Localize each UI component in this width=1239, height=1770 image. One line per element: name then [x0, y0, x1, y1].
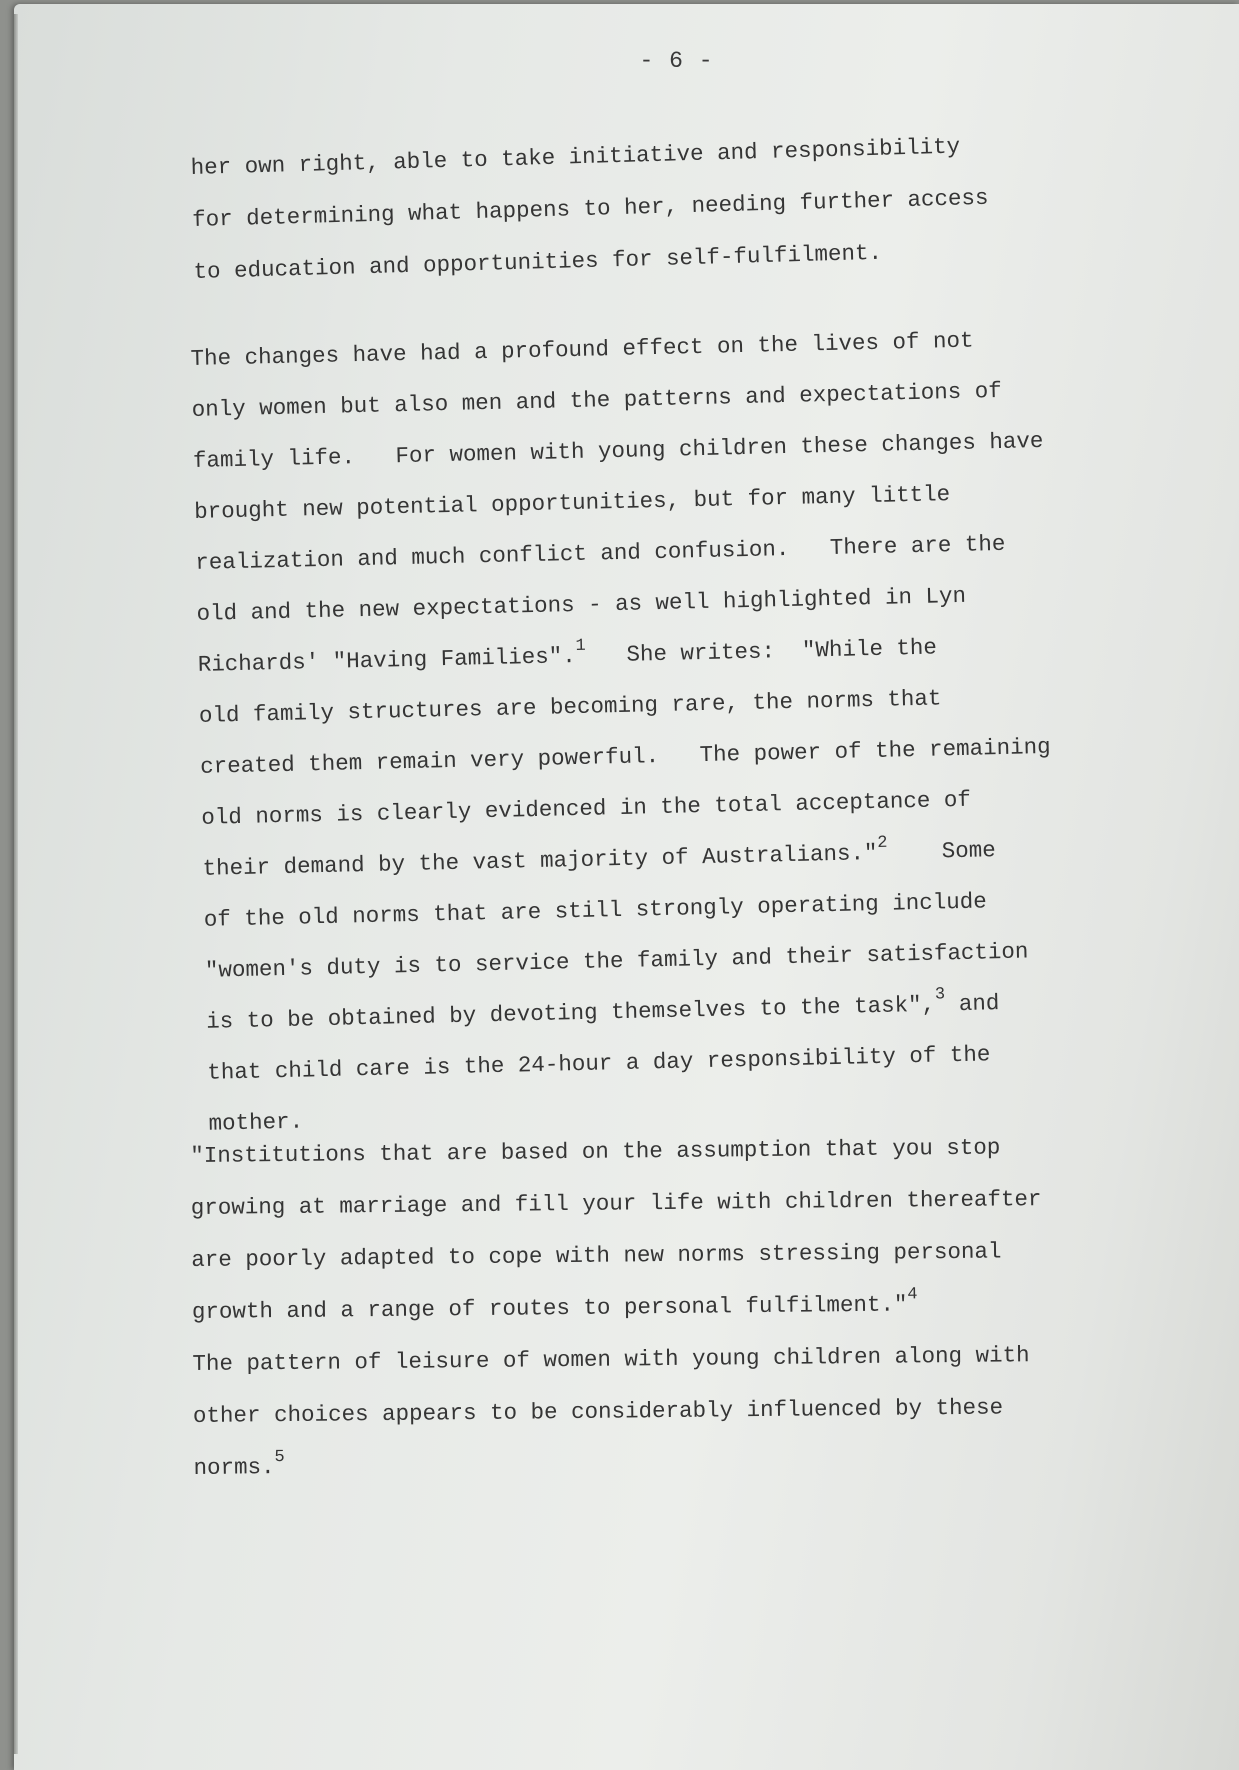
text-line: for determining what happens to her, needing further access: [191, 184, 989, 233]
text-line: other choices appears to be considerably influenced by these: [192, 1394, 1004, 1429]
text-line: growing at marriage and fill your life with children thereafter: [190, 1186, 1042, 1221]
text-line: old and the new expectations - as well highlighted in Lyn: [196, 582, 967, 627]
text-line: are poorly adapted to cope with new norms stressing personal: [191, 1238, 1002, 1273]
text-line: that child care is the 24-hour a day responsibility of the: [207, 1041, 991, 1086]
paragraph-2: [190, 310, 1229, 1150]
text-segment: their demand by the vast majority of Australians.": [202, 839, 878, 882]
text-line: "Institutions that are based on the assumption that you stop: [190, 1134, 1001, 1169]
text-line: created them remain very powerful. The power of the remaining: [199, 733, 1051, 780]
text-line: [193, 1431, 1213, 1494]
text-segment: growth and a range of routes to personal fulfilment.": [191, 1291, 908, 1325]
text-line: of the old norms that are still strongly operating include: [203, 888, 988, 933]
footnote-marker: 4: [907, 1284, 918, 1304]
text-line: realization and much conflict and confusion. There are the: [195, 530, 1006, 576]
text-segment: and: [945, 990, 1000, 1018]
text-line: her own right, able to take initiative and responsibility: [190, 133, 961, 181]
text-line: mother.: [208, 1108, 304, 1137]
text-segment: Some: [887, 837, 997, 866]
text-line: "women's duty is to service the family and their satisfaction: [204, 938, 1029, 984]
page-edge-shadow: [14, 14, 18, 1754]
text-line: family life. For women with young children these changes have: [192, 427, 1044, 474]
text-segment: norms.: [193, 1454, 275, 1481]
paragraph-1: [190, 114, 1214, 298]
text-line: old family structures are becoming rare, the norms that: [198, 685, 942, 729]
text-segment: Richards' "Having Families".: [197, 643, 577, 678]
document-page: [14, 4, 1239, 1770]
text-segment: is to be obtained by devoting themselves to the task",: [205, 991, 936, 1035]
text-line: only women but also men and the patterns and expectations of: [191, 377, 1003, 423]
footnote-marker: 2: [877, 833, 888, 853]
footnote-marker: 5: [274, 1447, 285, 1467]
text-line: to education and opportunities for self-fulfilment.: [193, 239, 883, 285]
page-number: - 6 -: [639, 48, 714, 74]
text-line: old norms is clearly evidenced in the total acceptance of: [201, 786, 972, 831]
footnote-marker: 1: [575, 636, 586, 656]
footnote-marker: 3: [934, 984, 946, 1005]
text-line: The changes have had a profound effect on the lives of not: [190, 327, 974, 372]
text-segment: She writes: "While the: [585, 634, 938, 669]
text-line: The pattern of leisure of women with young children along with: [192, 1342, 1030, 1377]
paragraph-3: [190, 1119, 1214, 1494]
text-line: brought new potential opportunities, but for many little: [193, 481, 951, 525]
